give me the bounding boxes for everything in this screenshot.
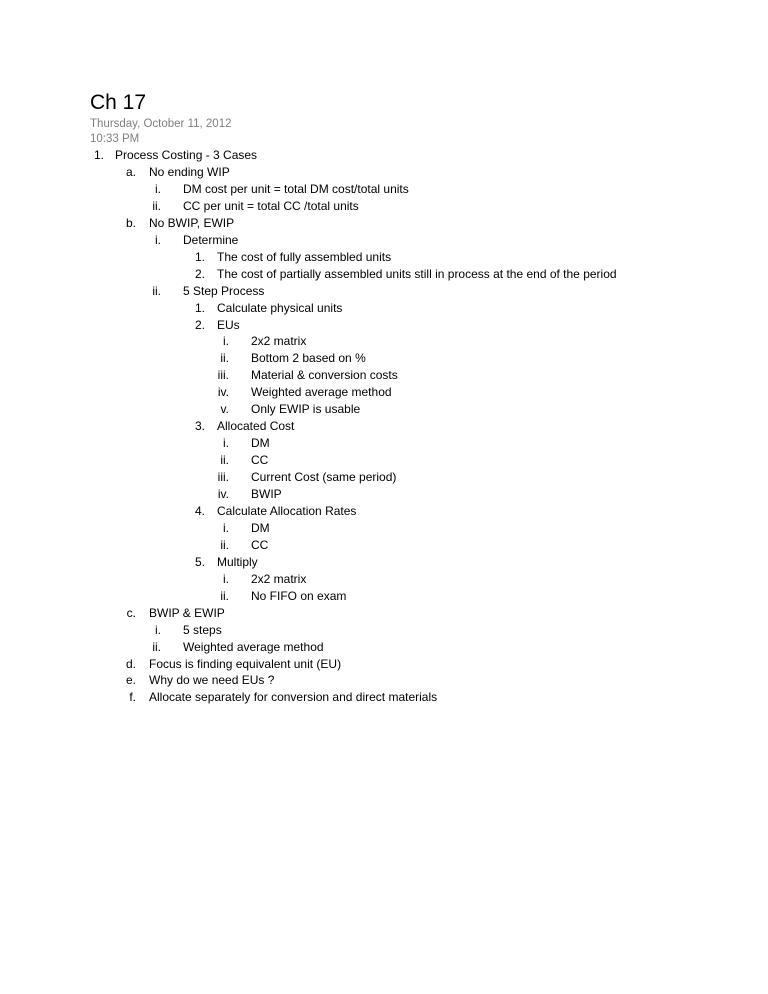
outline-item-level-3: [0, 232, 768, 249]
list-marker: 4.: [194, 503, 205, 518]
list-marker: ii.: [152, 639, 161, 654]
list-item-text: Focus is finding equivalent unit (EU): [149, 656, 342, 671]
list-item-text: The cost of fully assembled units: [217, 249, 392, 264]
list-marker: c.: [126, 605, 136, 620]
outline-item-level-5: [0, 350, 768, 367]
outline-item-level-4: [0, 503, 768, 520]
outline-item-level-4: [0, 317, 768, 334]
list-marker: 1.: [194, 300, 205, 315]
list-marker: d.: [125, 656, 136, 671]
list-marker: ii.: [220, 351, 229, 366]
outline-item-level-2: [0, 656, 768, 673]
outline-item-level-2: [0, 215, 768, 232]
outline-item-level-4: [0, 249, 768, 266]
list-item-text: 2x2 matrix: [251, 334, 307, 349]
outline-item-level-4: [0, 554, 768, 571]
list-marker: 3.: [194, 419, 205, 434]
note-time: 10:33 PM: [90, 133, 140, 145]
list-marker: ii.: [220, 588, 229, 603]
outline-item-level-5: [0, 486, 768, 503]
list-item-text: No ending WIP: [149, 164, 230, 179]
list-marker: ii.: [220, 453, 229, 468]
outline-item-level-3: [0, 639, 768, 656]
list-marker: iii.: [217, 368, 229, 383]
page-title: Ch 17: [90, 91, 147, 114]
outline-item-level-5: [0, 367, 768, 384]
list-item-text: Only EWIP is usable: [251, 402, 361, 417]
list-item-text: Allocated Cost: [217, 419, 295, 434]
list-marker: e.: [125, 673, 136, 688]
outline-item-level-5: [0, 401, 768, 418]
outline-item-level-2: [0, 605, 768, 622]
list-item-text: Why do we need EUs ?: [149, 673, 275, 688]
list-item-text: EUs: [217, 317, 240, 332]
list-item-text: CC: [251, 537, 269, 552]
outline-item-level-3: [0, 622, 768, 639]
list-marker: ii.: [152, 198, 161, 213]
list-item-text: Calculate physical units: [217, 300, 343, 315]
list-item-text: BWIP & EWIP: [149, 605, 225, 620]
outline-item-level-4: [0, 266, 768, 283]
note-date: Thursday, October 11, 2012: [90, 118, 232, 130]
list-marker: a.: [125, 164, 136, 179]
list-marker: iii.: [217, 470, 229, 485]
list-marker: ii.: [152, 283, 161, 298]
list-item-text: DM: [251, 520, 270, 535]
outline-item-level-5: [0, 469, 768, 486]
list-item-text: CC: [251, 453, 269, 468]
list-item-text: CC per unit = total CC /total units: [183, 198, 359, 213]
list-marker: 1.: [194, 249, 205, 264]
outline-item-level-5: [0, 520, 768, 537]
list-marker: 2.: [194, 266, 205, 281]
outline-item-level-5: [0, 333, 768, 350]
list-item-text: No BWIP, EWIP: [149, 215, 235, 230]
list-marker: i.: [223, 571, 229, 586]
outline-item-level-5: [0, 571, 768, 588]
outline-item-level-4: [0, 300, 768, 317]
outline-item-level-1: [0, 147, 768, 164]
list-marker: i.: [155, 232, 161, 247]
list-marker: i.: [223, 436, 229, 451]
list-marker: 2.: [194, 317, 205, 332]
list-item-text: 2x2 matrix: [251, 571, 307, 586]
list-marker: i.: [223, 520, 229, 535]
list-marker: i.: [155, 622, 161, 637]
outline-item-level-5: [0, 452, 768, 469]
list-item-text: The cost of partially assembled units still in process at the end of the period: [217, 266, 617, 281]
list-marker: i.: [223, 334, 229, 349]
list-marker: ii.: [220, 537, 229, 552]
list-item-text: BWIP: [251, 487, 282, 501]
list-item-text: Weighted average method: [183, 639, 324, 654]
list-item-text: 5 steps: [183, 622, 222, 637]
outline-item-level-5: [0, 435, 768, 452]
outline-item-level-2: [0, 689, 768, 706]
list-item-text: Bottom 2 based on %: [251, 351, 366, 366]
list-marker: 5.: [194, 554, 205, 569]
list-marker: i.: [155, 181, 161, 196]
outline-item-level-5: [0, 537, 768, 554]
list-item-text: Process Costing - 3 Cases: [115, 148, 258, 162]
list-marker: f.: [129, 690, 136, 705]
outline-item-level-5: [0, 588, 768, 605]
outline-item-level-4: [0, 418, 768, 435]
list-item-text: Determine: [183, 232, 239, 247]
outline-item-level-3: [0, 181, 768, 198]
outline-item-level-3: [0, 198, 768, 215]
list-item-text: DM cost per unit = total DM cost/total units: [183, 181, 409, 196]
list-marker: v.: [220, 402, 229, 417]
list-marker: b.: [125, 215, 136, 230]
outline-item-level-2: [0, 164, 768, 181]
list-item-text: Current Cost (same period): [251, 470, 397, 485]
outline-item-level-2: [0, 672, 768, 689]
list-item-text: Weighted average method: [251, 385, 392, 400]
list-marker: 1.: [93, 148, 104, 162]
list-item-text: No FIFO on exam: [251, 588, 347, 603]
list-item-text: DM: [251, 436, 270, 451]
list-item-text: Material & conversion costs: [251, 368, 398, 383]
list-marker: iv.: [217, 487, 229, 501]
list-item-text: Allocate separately for conversion and direct materials: [149, 690, 438, 705]
list-marker: iv.: [217, 385, 229, 400]
list-item-text: Multiply: [217, 554, 258, 569]
outline-item-level-5: [0, 384, 768, 401]
list-item-text: 5 Step Process: [183, 283, 265, 298]
outline-item-level-3: [0, 283, 768, 300]
list-item-text: Calculate Allocation Rates: [217, 503, 357, 518]
